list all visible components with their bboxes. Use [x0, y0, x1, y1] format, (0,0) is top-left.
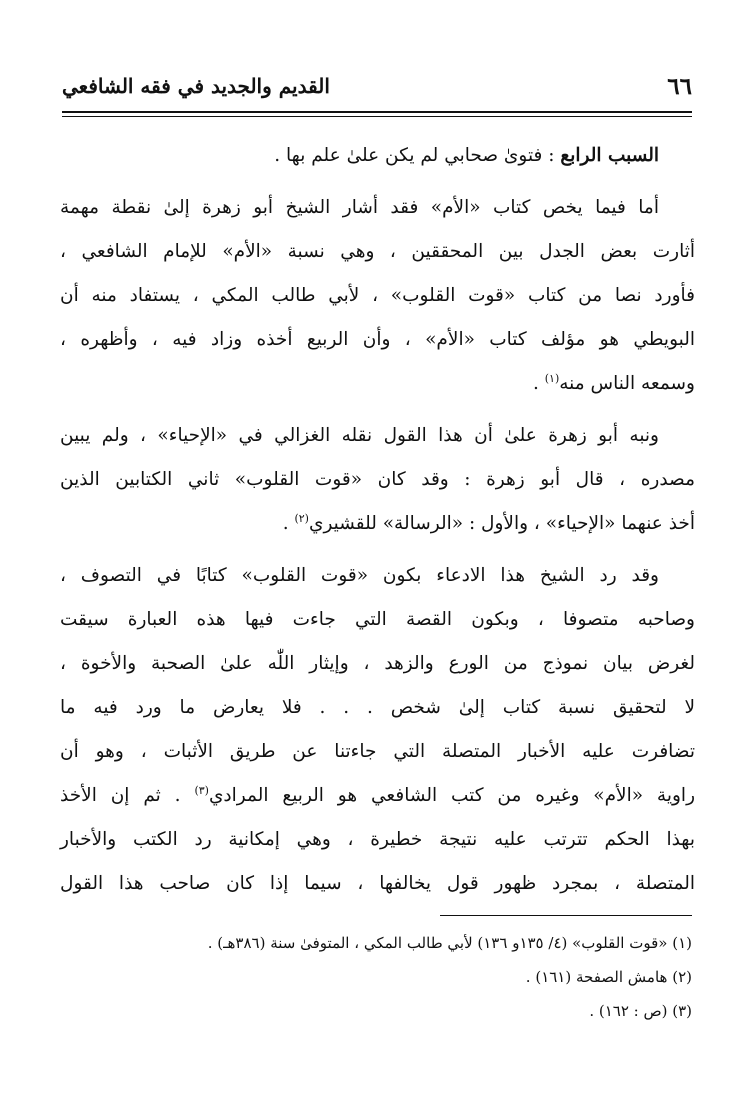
paragraph-line: وصاحبه متصوفا ، وبكون القصة التي جاءت فيها هذه العبارة سيقت [60, 609, 695, 630]
footnote-marker: (١) [544, 371, 560, 385]
paragraph-line [60, 134, 695, 178]
line-text: : فتوىٰ صحابي لم يكن علىٰ علم بها . [274, 145, 555, 166]
paragraph-gap [60, 178, 695, 186]
footnote-marker: (٣) [194, 783, 209, 797]
footnotes [62, 926, 692, 1028]
line-text: . [532, 373, 545, 394]
section-lead: السبب الرابع [560, 145, 659, 166]
page-number: ٦٦ [667, 72, 692, 100]
body-text [60, 134, 695, 906]
paragraph-line [60, 502, 695, 546]
paragraph-line: وقد رد الشيخ هذا الادعاء بكون «قوت القلوب» كتابًا في التصوف ، [60, 565, 659, 586]
footnote-marker: (٢) [294, 511, 309, 525]
line-text: راوية «الأم» وغيره من كتب الشافعي هو الربيع المرادي [208, 785, 696, 806]
paragraph-line: البويطي هو مؤلف كتاب «الأم» ، وأن الربيع أخذه وزاد فيه ، وأظهره ، [60, 329, 695, 350]
footnote-3: (٣) (ص : ١٦٢) . [589, 1002, 692, 1020]
paragraph-line: المتصلة ، بمجرد ظهور قول يخالفها ، سيما إذا كان صاحب هذا القول [60, 873, 695, 894]
footnote-1: (١) «قوت القلوب» (٤/ ١٣٥و ١٣٦) لأبي طالب المكي ، المتوفىٰ سنة (٣٨٦هـ) . [207, 934, 692, 952]
paragraph-line: أما فيما يخص كتاب «الأم» فقد أشار الشيخ أبو زهرة إلىٰ نقطة مهمة [60, 197, 659, 218]
paragraph-gap [60, 546, 695, 554]
header-rule-thin [62, 116, 692, 117]
footnote-2: (٢) هامش الصفحة (١٦١) . [525, 968, 692, 986]
paragraph-line: لغرض بيان نموذج من الورع والزهد ، وإيثار اللّٰه علىٰ الصحبة والأخوة ، [60, 653, 695, 674]
paragraph-line: تضافرت عليه الأخبار المتصلة التي جاءتنا عن طريق الأثبات ، وهو أن [60, 741, 695, 762]
paragraph-line: أثارت بعض الجدل بين المحققين ، وهي نسبة «الأم» للإمام الشافعي ، [60, 241, 695, 262]
paragraph-line: فأورد نصا من كتاب «قوت القلوب» ، لأبي طالب المكي ، يستفاد منه أن [60, 285, 695, 306]
paragraph-line [60, 774, 695, 818]
paragraph-line: ونبه أبو زهرة علىٰ أن هذا القول نقله الغزالي في «الإحياء» ، ولم يبين [60, 425, 659, 446]
paragraph-line: بهذا الحكم تترتب عليه نتيجة خطيرة ، وهي إمكانية رد الكتب والأخبار [60, 829, 695, 850]
line-text: . [282, 513, 295, 534]
page-header [62, 66, 692, 106]
paragraph-line [60, 362, 695, 406]
line-text: وسمعه الناس منه [559, 373, 695, 394]
paragraph-line: لا لتحقيق نسبة كتاب إلىٰ شخص . . . فلا يعارض ما ورد فيه ما [60, 697, 695, 718]
footnote-separator [440, 915, 692, 916]
paragraph-line: مصدره ، قال أبو زهرة : وقد كان «قوت القلوب» ثاني الكتابين الذين [60, 469, 695, 490]
paragraph-gap [60, 406, 695, 414]
line-text: . ثم إن الأخذ [60, 785, 195, 806]
line-text: أخذ عنهما «الإحياء» ، والأول : «الرسالة» للقشيري [308, 513, 695, 534]
header-rule-thick [62, 111, 692, 113]
running-title: القديم والجديد في فقه الشافعي [62, 74, 330, 98]
